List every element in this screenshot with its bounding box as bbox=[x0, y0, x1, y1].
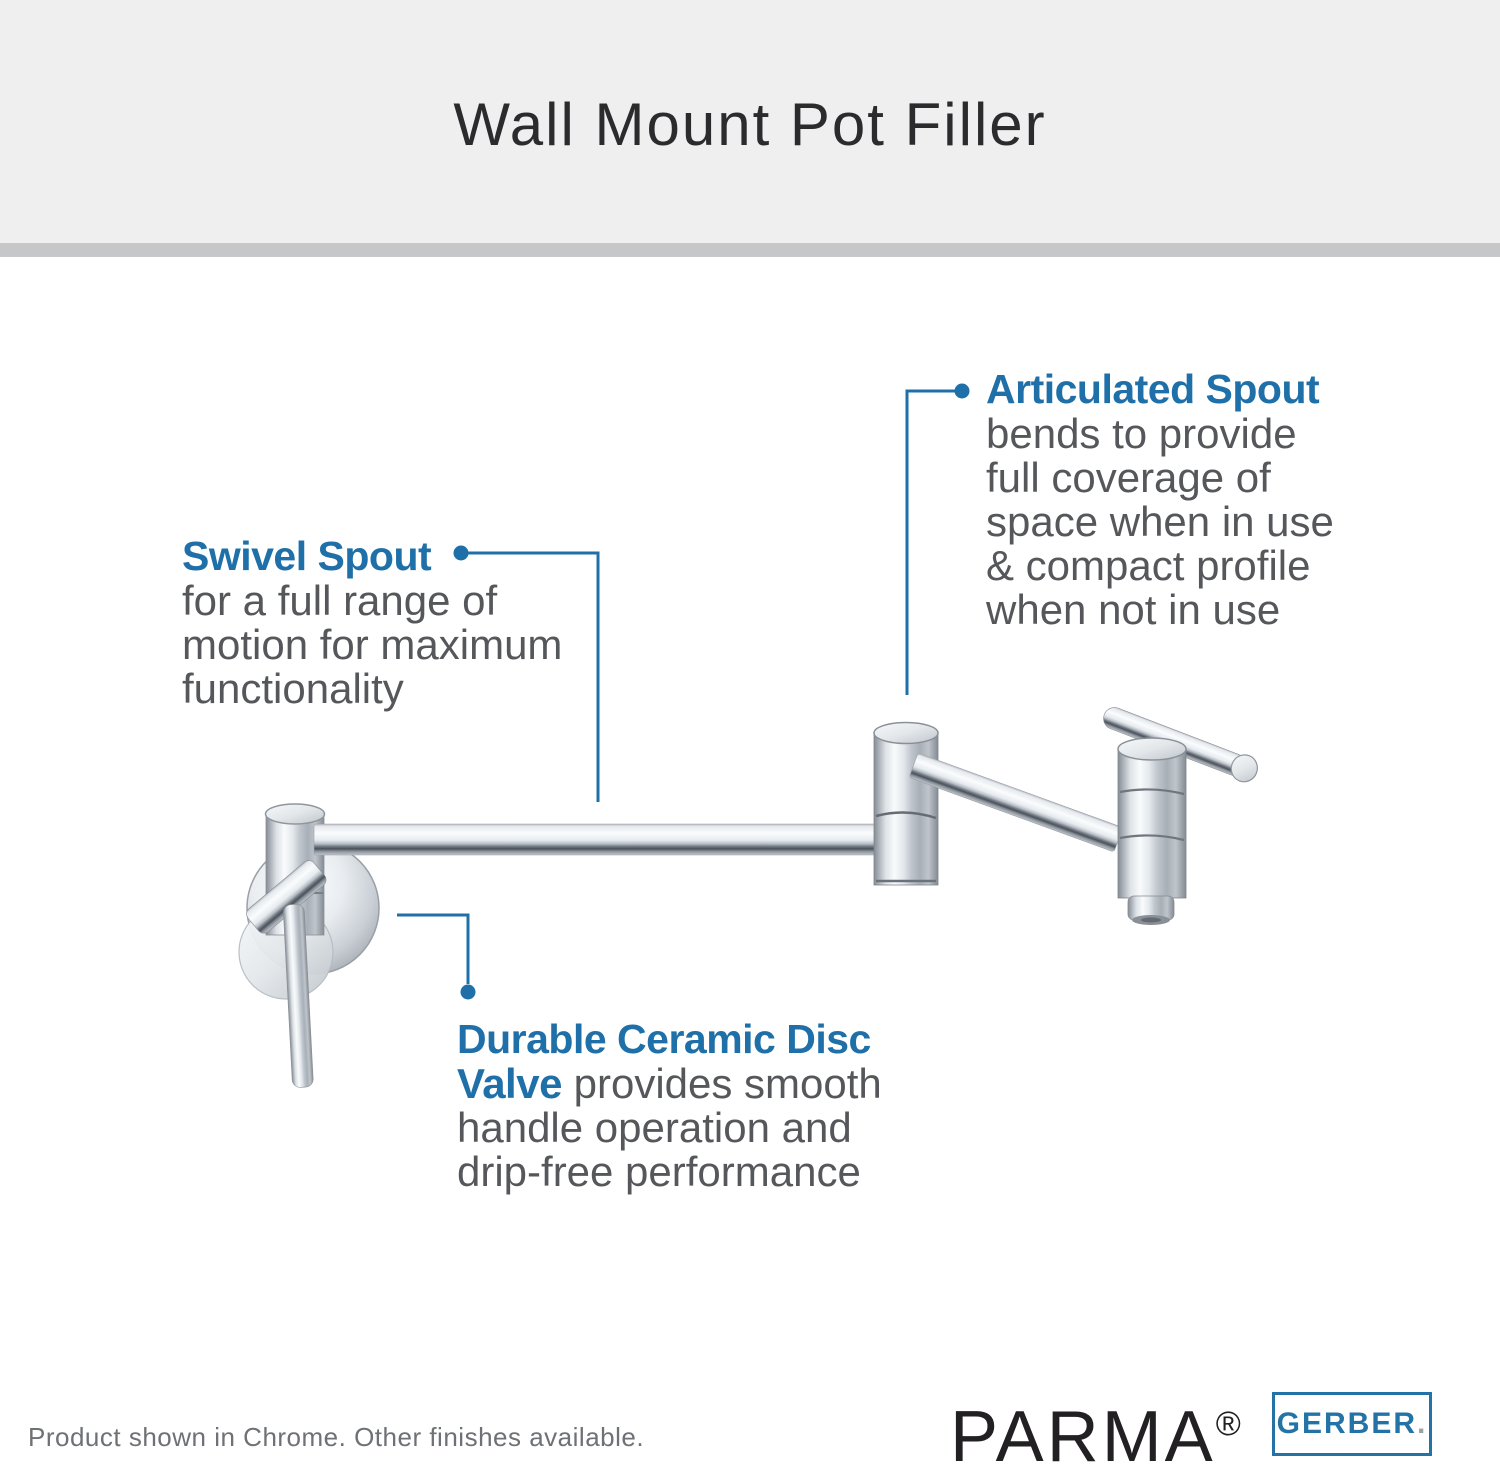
valve-top-cap bbox=[266, 804, 325, 824]
callout-articulated-spout bbox=[986, 366, 1334, 632]
callout-valve-line: drip-free performance bbox=[457, 1148, 861, 1195]
leader-line-valve bbox=[397, 915, 468, 984]
gerber-logo-period: . bbox=[1417, 1407, 1428, 1440]
callout-articulated-line: when not in use bbox=[986, 586, 1281, 633]
page-title: Wall Mount Pot Filler bbox=[453, 91, 1047, 158]
callout-valve-heading-end: Valve bbox=[457, 1060, 562, 1107]
callout-articulated-heading: Articulated Spout bbox=[986, 366, 1320, 412]
finish-note: Product shown in Chrome. Other finishes available. bbox=[28, 1422, 645, 1452]
callout-valve-after-heading: provides smooth bbox=[561, 1060, 882, 1107]
gerber-logo bbox=[1272, 1392, 1432, 1456]
swivel-joint bbox=[874, 723, 938, 886]
callout-valve-line-mixed bbox=[457, 1062, 882, 1106]
parma-logo bbox=[950, 1386, 1241, 1475]
callout-articulated-line: space when in use bbox=[986, 498, 1334, 545]
callout-swivel-heading: Swivel Spout bbox=[182, 533, 432, 579]
callout-swivel-spout bbox=[182, 533, 562, 711]
callout-dot-valve bbox=[461, 985, 476, 1000]
right-top-cap bbox=[1118, 738, 1186, 760]
callout-valve-heading: Durable Ceramic Disc bbox=[457, 1016, 871, 1062]
callout-swivel-line: motion for maximum bbox=[182, 621, 563, 668]
leader-line-articulated bbox=[907, 391, 955, 695]
callout-articulated-line: & compact profile bbox=[986, 542, 1311, 589]
aerator-outlet bbox=[1141, 918, 1161, 923]
joint-top-cap bbox=[874, 723, 938, 744]
right-valve-body bbox=[1118, 738, 1186, 925]
callout-dot-articulated bbox=[955, 384, 970, 399]
callout-articulated-line: full coverage of bbox=[986, 454, 1271, 501]
callout-articulated-line: bends to provide bbox=[986, 410, 1297, 457]
registered-trademark-icon: ® bbox=[1215, 1405, 1241, 1443]
callout-valve-line: handle operation and bbox=[457, 1104, 852, 1151]
callout-swivel-line: functionality bbox=[182, 665, 404, 712]
spout-arm-articulated bbox=[909, 753, 1123, 852]
parma-wordmark: PARMA bbox=[950, 1397, 1216, 1477]
callout-ceramic-valve bbox=[457, 1016, 882, 1194]
callout-swivel-line: for a full range of bbox=[182, 577, 498, 624]
spout-arm-horizontal bbox=[314, 824, 882, 855]
gerber-wordmark: GERBER bbox=[1276, 1407, 1417, 1440]
